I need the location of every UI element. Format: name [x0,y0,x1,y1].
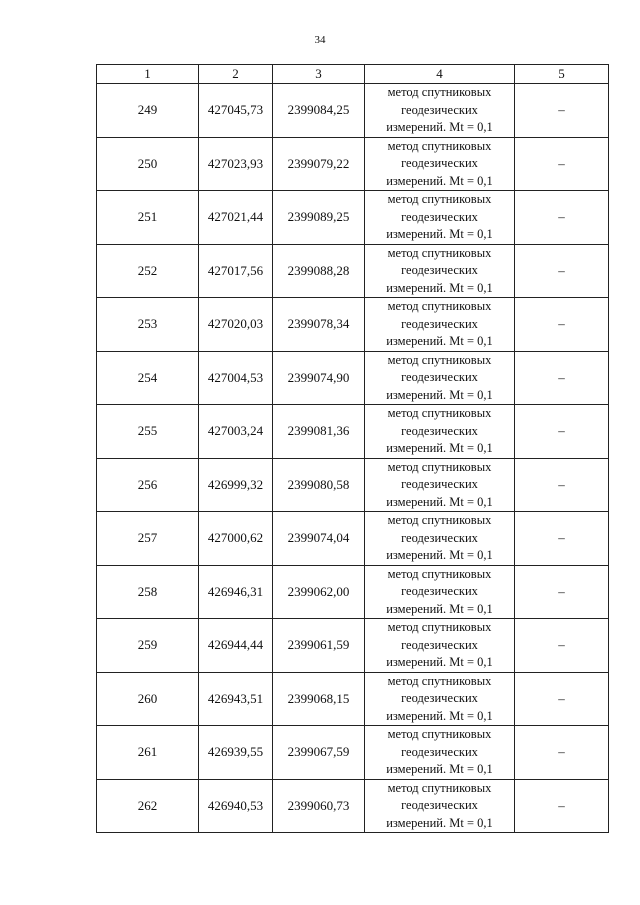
note-cell: – [515,84,609,138]
x-coordinate-cell: 427021,44 [199,191,273,245]
y-coordinate-cell: 2399088,28 [273,244,365,298]
method-line: метод спутниковых [387,352,492,367]
point-number-cell: 259 [97,619,199,673]
method-line: метод спутниковых [387,673,492,688]
table-row [97,619,609,673]
method-line: геодезических [401,316,478,331]
method-line: измерений. Mt = 0,1 [386,441,493,455]
method-line: измерений. Mt = 0,1 [386,815,493,830]
x-coordinate-cell: 426940,53 [199,779,273,833]
table-row [97,672,609,726]
x-coordinate-cell: 426939,55 [199,726,273,780]
method-line: геодезических [401,637,478,652]
y-coordinate-cell: 2399067,59 [273,726,365,780]
method-cell [365,405,515,459]
method-cell [365,244,515,298]
note-cell: – [515,298,609,352]
method-line: геодезических [401,423,478,438]
method-line: измерений. Mt = 0,1 [386,227,493,241]
note-cell: – [515,351,609,405]
method-line: метод спутниковых [387,459,492,474]
method-line: метод спутниковых [387,620,492,634]
method-line: геодезических [401,156,478,170]
x-coordinate-cell: 427017,56 [199,244,273,298]
method-line: метод спутниковых [387,780,492,795]
table-row [97,726,609,780]
method-line: измерений. Mt = 0,1 [386,280,493,295]
note-cell: – [515,565,609,619]
x-coordinate-cell: 426943,51 [199,672,273,726]
x-coordinate-cell: 426944,44 [199,619,273,673]
note-cell: – [515,512,609,566]
method-line: метод спутниковых [387,85,492,99]
note-cell: – [515,726,609,780]
note-cell: – [515,779,609,833]
y-coordinate-cell: 2399079,22 [273,137,365,191]
point-number-cell: 253 [97,298,199,352]
method-line: измерений. Mt = 0,1 [386,708,493,723]
y-coordinate-cell: 2399081,36 [273,405,365,459]
method-cell [365,779,515,833]
method-line: геодезических [401,744,478,759]
x-coordinate-cell: 427004,53 [199,351,273,405]
point-number-cell: 251 [97,191,199,245]
method-line: метод спутниковых [387,138,492,153]
header-col-2: 2 [199,65,273,84]
method-cell [365,458,515,512]
method-line: измерений. Mt = 0,1 [386,120,493,134]
point-number-cell: 257 [97,512,199,566]
table-row [97,458,609,512]
y-coordinate-cell: 2399061,59 [273,619,365,673]
point-number-cell: 260 [97,672,199,726]
note-cell: – [515,244,609,298]
x-coordinate-cell: 427003,24 [199,405,273,459]
point-number-cell: 256 [97,458,199,512]
note-cell: – [515,405,609,459]
method-cell [365,565,515,619]
y-coordinate-cell: 2399089,25 [273,191,365,245]
table-row [97,512,609,566]
header-col-1: 1 [97,65,199,84]
method-line: геодезических [401,584,478,598]
method-line: метод спутниковых [387,299,492,313]
method-line: метод спутниковых [387,245,492,260]
method-cell [365,298,515,352]
method-line: геодезических [401,370,478,384]
method-line: геодезических [401,530,478,545]
note-cell: – [515,619,609,673]
method-line: геодезических [401,102,478,117]
method-line: измерений. Mt = 0,1 [386,173,493,188]
method-line: метод спутниковых [387,727,492,741]
method-line: измерений. Mt = 0,1 [386,601,493,616]
table-body [97,84,609,833]
method-cell [365,191,515,245]
note-cell: – [515,191,609,245]
y-coordinate-cell: 2399084,25 [273,84,365,138]
method-cell [365,726,515,780]
method-line: геодезических [401,477,478,491]
y-coordinate-cell: 2399074,04 [273,512,365,566]
table-row [97,351,609,405]
x-coordinate-cell: 426946,31 [199,565,273,619]
note-cell: – [515,137,609,191]
point-number-cell: 252 [97,244,199,298]
header-col-3: 3 [273,65,365,84]
table-row [97,565,609,619]
header-row [97,65,609,84]
point-number-cell: 262 [97,779,199,833]
header-col-5: 5 [515,65,609,84]
coordinates-table [96,64,609,833]
method-cell [365,351,515,405]
table-row [97,244,609,298]
method-cell [365,512,515,566]
method-line: измерений. Mt = 0,1 [386,655,493,669]
method-line: геодезических [401,263,478,277]
y-coordinate-cell: 2399080,58 [273,458,365,512]
method-line: метод спутниковых [387,513,492,527]
point-number-cell: 258 [97,565,199,619]
method-line: метод спутниковых [387,192,492,206]
method-line: измерений. Mt = 0,1 [386,548,493,562]
method-cell [365,137,515,191]
method-line: геодезических [401,209,478,224]
method-line: геодезических [401,691,478,705]
y-coordinate-cell: 2399062,00 [273,565,365,619]
method-line: метод спутниковых [387,406,492,420]
method-line: измерений. Mt = 0,1 [386,762,493,776]
method-line: геодезических [401,798,478,812]
point-number-cell: 249 [97,84,199,138]
point-number-cell: 254 [97,351,199,405]
x-coordinate-cell: 427045,73 [199,84,273,138]
x-coordinate-cell: 427023,93 [199,137,273,191]
method-cell [365,672,515,726]
method-line: измерений. Mt = 0,1 [386,387,493,402]
x-coordinate-cell: 427000,62 [199,512,273,566]
method-line: метод спутниковых [387,566,492,581]
point-number-cell: 261 [97,726,199,780]
table-row [97,84,609,138]
note-cell: – [515,458,609,512]
x-coordinate-cell: 427020,03 [199,298,273,352]
table-row [97,405,609,459]
header-col-4: 4 [365,65,515,84]
table-row [97,137,609,191]
y-coordinate-cell: 2399068,15 [273,672,365,726]
method-cell [365,619,515,673]
x-coordinate-cell: 426999,32 [199,458,273,512]
table-row [97,779,609,833]
y-coordinate-cell: 2399078,34 [273,298,365,352]
table-header [97,65,609,84]
y-coordinate-cell: 2399060,73 [273,779,365,833]
method-line: измерений. Mt = 0,1 [386,494,493,509]
y-coordinate-cell: 2399074,90 [273,351,365,405]
page-number: 34 [314,34,326,46]
table-row [97,191,609,245]
table-row [97,298,609,352]
point-number-cell: 250 [97,137,199,191]
method-line: измерений. Mt = 0,1 [386,334,493,348]
point-number-cell: 255 [97,405,199,459]
note-cell: – [515,672,609,726]
method-cell [365,84,515,138]
